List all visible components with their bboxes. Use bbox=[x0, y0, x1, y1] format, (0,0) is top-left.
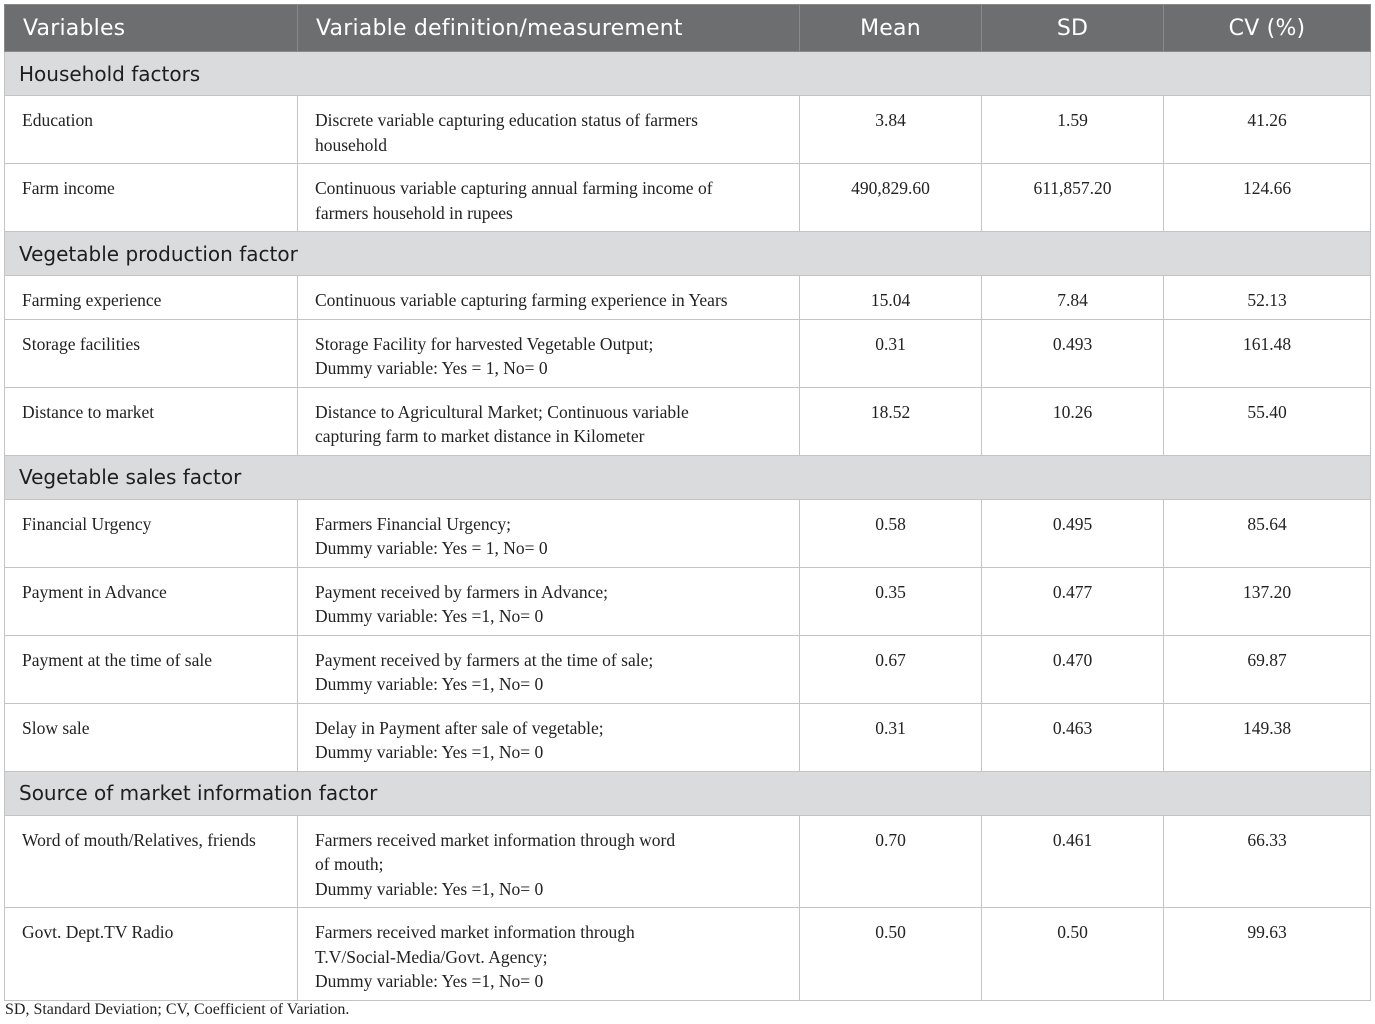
cell-definition bbox=[298, 276, 800, 320]
cell-definition bbox=[298, 635, 800, 703]
definition-line: Dummy variable: Yes = 1, No= 0 bbox=[315, 538, 548, 558]
section-title: Vegetable production factor bbox=[5, 232, 1371, 276]
cell-mean: 0.31 bbox=[800, 319, 982, 387]
cell-variable: Education bbox=[5, 96, 298, 164]
cell-definition bbox=[298, 908, 800, 1001]
cell-cv: 137.20 bbox=[1164, 567, 1371, 635]
section-title: Household factors bbox=[5, 52, 1371, 96]
section-row bbox=[5, 52, 1371, 96]
table-row bbox=[5, 387, 1371, 455]
section-row bbox=[5, 455, 1371, 499]
definition-line: Payment received by farmers in Advance; bbox=[315, 581, 609, 602]
cell-variable: Govt. Dept.TV Radio bbox=[5, 908, 298, 1001]
definition-line: Dummy variable: Yes =1, No= 0 bbox=[315, 606, 544, 626]
definition-line: Delay in Payment after sale of vegetable; bbox=[315, 717, 604, 738]
cell-mean: 18.52 bbox=[800, 387, 982, 455]
cell-sd: 0.470 bbox=[982, 635, 1164, 703]
cell-mean: 0.67 bbox=[800, 635, 982, 703]
cell-sd: 0.50 bbox=[982, 908, 1164, 1001]
cell-mean: 15.04 bbox=[800, 276, 982, 320]
definition-line: Dummy variable: Yes =1, No= 0 bbox=[315, 742, 544, 762]
cell-cv: 66.33 bbox=[1164, 815, 1371, 908]
definition-line: Discrete variable capturing education status of farmers bbox=[315, 110, 698, 130]
definition-line: Farmers Financial Urgency; bbox=[315, 513, 512, 534]
cell-definition bbox=[298, 96, 800, 164]
table-row bbox=[5, 276, 1371, 320]
cell-sd: 7.84 bbox=[982, 276, 1164, 320]
definition-line: Farmers received market information through bbox=[315, 922, 635, 942]
section-row bbox=[5, 771, 1371, 815]
cell-mean: 0.58 bbox=[800, 499, 982, 567]
definition-line: Dummy variable: Yes = 1, No= 0 bbox=[315, 358, 548, 378]
definition-line: Storage Facility for harvested Vegetable Output; bbox=[315, 333, 654, 354]
section-row bbox=[5, 232, 1371, 276]
table-row bbox=[5, 499, 1371, 567]
definition-line: farmers household in rupees bbox=[315, 202, 513, 223]
definition-line: Payment received by farmers at the time of sale; bbox=[315, 649, 654, 670]
cell-sd: 1.59 bbox=[982, 96, 1164, 164]
cell-variable: Word of mouth/Relatives, friends bbox=[5, 815, 298, 908]
cell-variable: Payment in Advance bbox=[5, 567, 298, 635]
table-footnote: SD, Standard Deviation; CV, Coefficient of Variation. bbox=[5, 1001, 350, 1018]
cell-definition bbox=[298, 164, 800, 232]
definition-line: of mouth; bbox=[315, 854, 384, 874]
cell-variable: Slow sale bbox=[5, 703, 298, 771]
header-row bbox=[5, 5, 1371, 52]
cell-definition bbox=[298, 319, 800, 387]
table-row bbox=[5, 164, 1371, 232]
cell-mean: 0.35 bbox=[800, 567, 982, 635]
cell-cv: 55.40 bbox=[1164, 387, 1371, 455]
cell-cv: 124.66 bbox=[1164, 164, 1371, 232]
cell-cv: 149.38 bbox=[1164, 703, 1371, 771]
col-header-cv: CV (%) bbox=[1164, 5, 1371, 52]
cell-definition bbox=[298, 703, 800, 771]
cell-variable: Payment at the time of sale bbox=[5, 635, 298, 703]
cell-sd: 0.495 bbox=[982, 499, 1164, 567]
definition-line: Distance to Agricultural Market; Continuous variable bbox=[315, 401, 689, 422]
col-header-sd: SD bbox=[982, 5, 1164, 52]
cell-sd: 10.26 bbox=[982, 387, 1164, 455]
cell-cv: 69.87 bbox=[1164, 635, 1371, 703]
definition-line: Continuous variable capturing annual farming income of bbox=[315, 178, 713, 198]
definition-line: Continuous variable capturing farming experience in Years bbox=[315, 290, 728, 310]
col-header-variables: Variables bbox=[5, 5, 298, 52]
cell-variable: Farming experience bbox=[5, 276, 298, 320]
section-title: Source of market information factor bbox=[5, 771, 1371, 815]
definition-line: T.V/Social-Media/Govt. Agency; bbox=[315, 946, 548, 967]
cell-cv: 41.26 bbox=[1164, 96, 1371, 164]
table-row bbox=[5, 567, 1371, 635]
definition-line: Dummy variable: Yes =1, No= 0 bbox=[315, 878, 544, 899]
definition-line: household bbox=[315, 134, 387, 155]
cell-variable: Financial Urgency bbox=[5, 499, 298, 567]
cell-variable: Distance to market bbox=[5, 387, 298, 455]
cell-sd: 0.493 bbox=[982, 319, 1164, 387]
cell-variable: Farm income bbox=[5, 164, 298, 232]
table-row bbox=[5, 96, 1371, 164]
table-row bbox=[5, 815, 1371, 908]
cell-cv: 99.63 bbox=[1164, 908, 1371, 1001]
definition-line: Farmers received market information through word bbox=[315, 829, 676, 850]
cell-mean: 3.84 bbox=[800, 96, 982, 164]
cell-cv: 85.64 bbox=[1164, 499, 1371, 567]
cell-sd: 611,857.20 bbox=[982, 164, 1164, 232]
table-body bbox=[5, 52, 1371, 1001]
table-row bbox=[5, 703, 1371, 771]
table-row bbox=[5, 319, 1371, 387]
table-row bbox=[5, 908, 1371, 1001]
cell-cv: 52.13 bbox=[1164, 276, 1371, 320]
cell-cv: 161.48 bbox=[1164, 319, 1371, 387]
definition-line: Dummy variable: Yes =1, No= 0 bbox=[315, 674, 544, 694]
cell-mean: 0.50 bbox=[800, 908, 982, 1001]
cell-definition bbox=[298, 499, 800, 567]
cell-definition bbox=[298, 387, 800, 455]
cell-definition bbox=[298, 815, 800, 908]
cell-mean: 0.31 bbox=[800, 703, 982, 771]
definition-line: capturing farm to market distance in Kilometer bbox=[315, 426, 645, 446]
definition-line: Dummy variable: Yes =1, No= 0 bbox=[315, 971, 544, 991]
table-row bbox=[5, 635, 1371, 703]
cell-definition bbox=[298, 567, 800, 635]
cell-mean: 0.70 bbox=[800, 815, 982, 908]
cell-sd: 0.461 bbox=[982, 815, 1164, 908]
cell-sd: 0.463 bbox=[982, 703, 1164, 771]
cell-sd: 0.477 bbox=[982, 567, 1164, 635]
data-table bbox=[4, 4, 1371, 1001]
cell-mean: 490,829.60 bbox=[800, 164, 982, 232]
col-header-mean: Mean bbox=[800, 5, 982, 52]
section-title: Vegetable sales factor bbox=[5, 455, 1371, 499]
col-header-definition: Variable definition/measurement bbox=[298, 5, 800, 52]
cell-variable: Storage facilities bbox=[5, 319, 298, 387]
